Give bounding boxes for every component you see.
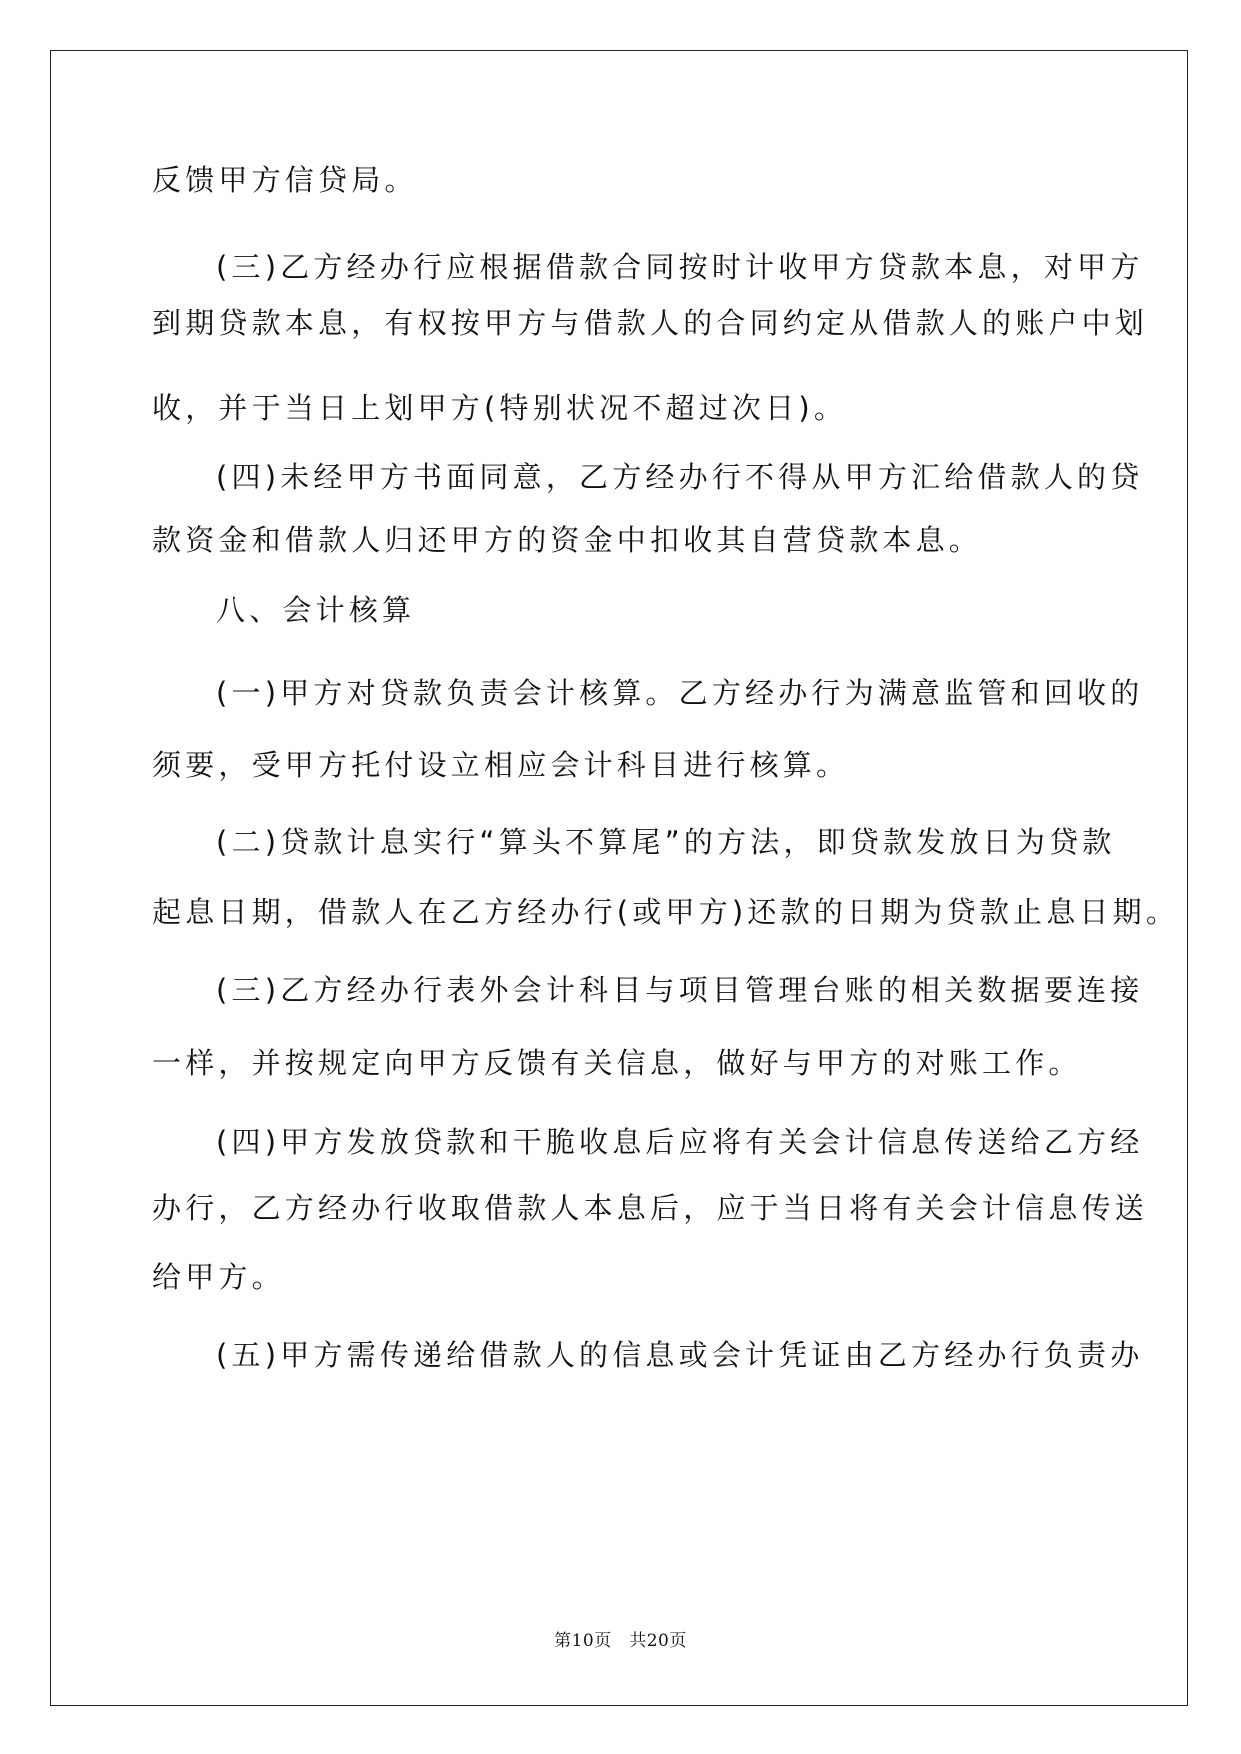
text-line: 反馈甲方信贷局。	[152, 163, 418, 197]
text-line: 款资金和借款人归还甲方的资金中扣收其自营贷款本息。	[152, 523, 983, 557]
text-line: (二)贷款计息实行“算头不算尾”的方法，即贷款发放日为贷款	[216, 825, 1116, 859]
text-line: 须要，受甲方托付设立相应会计科目进行核算。	[152, 748, 850, 782]
page-border	[50, 50, 1188, 1706]
text-line: 到期贷款本息，有权按甲方与借款人的合同约定从借款人的账户中划	[152, 306, 1149, 340]
text-line: 起息日期，借款人在乙方经办行(或甲方)还款的日期为贷款止息日期。	[152, 895, 1180, 929]
text-line: (一)甲方对贷款负责会计核算。乙方经办行为满意监管和回收的	[216, 676, 1144, 710]
text-line: 一样，并按规定向甲方反馈有关信息，做好与甲方的对账工作。	[152, 1046, 1082, 1080]
section-heading: 八、会计核算	[216, 593, 416, 627]
text-line: (四)甲方发放贷款和干脆收息后应将有关会计信息传送给乙方经	[216, 1125, 1144, 1159]
page-number: 第10页 共20页	[554, 1631, 687, 1651]
text-line: (五)甲方需传递给借款人的信息或会计凭证由乙方经办行负责办	[216, 1338, 1144, 1372]
text-line: 给甲方。	[152, 1260, 285, 1294]
text-line: (四)未经甲方书面同意，乙方经办行不得从甲方汇给借款人的贷	[216, 460, 1144, 494]
text-line: 办行，乙方经办行收取借款人本息后，应于当日将有关会计信息传送	[152, 1191, 1149, 1225]
text-line: (三)乙方经办行应根据借款合同按时计收甲方贷款本息，对甲方	[216, 250, 1144, 284]
text-line: (三)乙方经办行表外会计科目与项目管理台账的相关数据要连接	[216, 973, 1144, 1007]
text-line: 收，并于当日上划甲方(特别状况不超过次日)。	[152, 391, 848, 425]
